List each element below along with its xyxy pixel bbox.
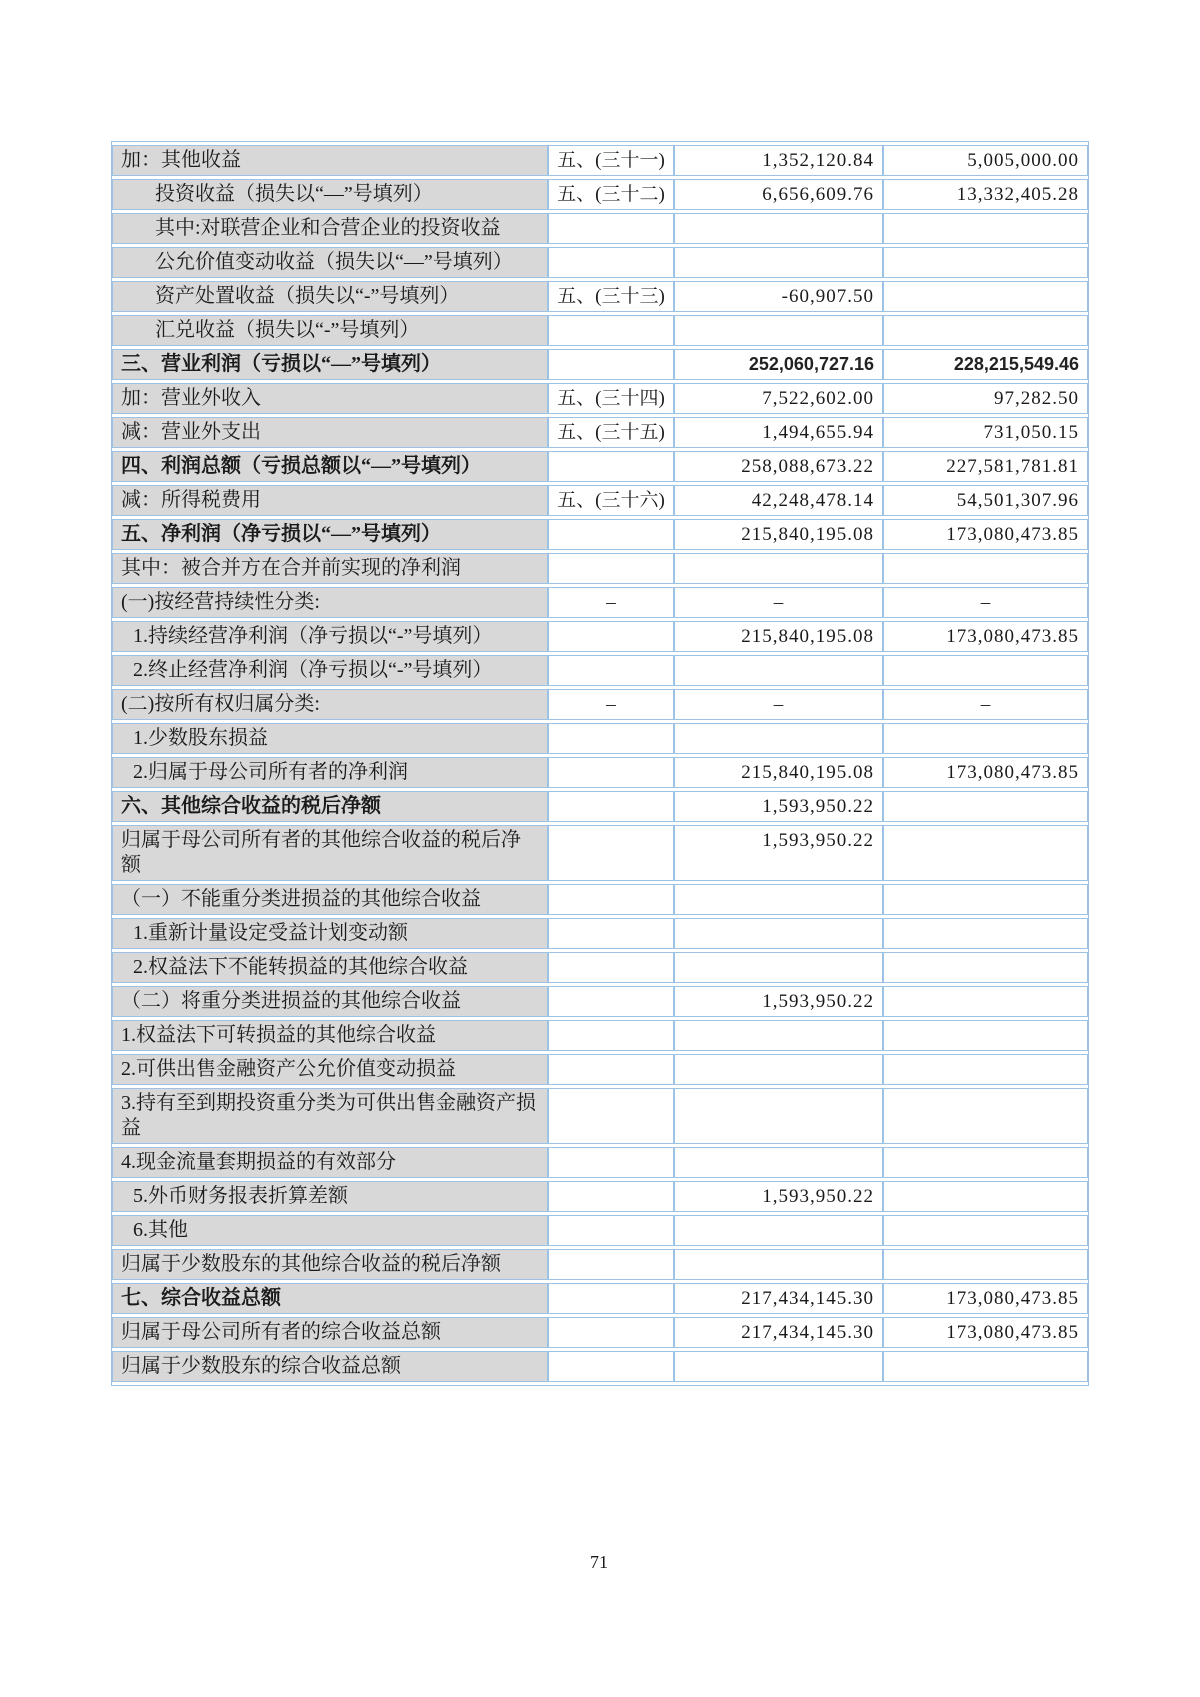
prior-value-cell: [883, 952, 1088, 983]
current-value-cell: [674, 918, 883, 949]
row-label-cell: 汇兑收益（损失以“-”号填列）: [112, 315, 548, 346]
prior-value-cell: 54,501,307.96: [883, 485, 1088, 516]
table-body: [112, 145, 1088, 1382]
table-row: [112, 952, 1088, 983]
note-cell: –: [548, 587, 674, 618]
row-label-cell: 投资收益（损失以“—”号填列）: [112, 179, 548, 210]
prior-value-cell: –: [883, 689, 1088, 720]
row-label-cell: 4.现金流量套期损益的有效部分: [112, 1147, 548, 1178]
table-row: [112, 1283, 1088, 1314]
prior-value-cell: 173,080,473.85: [883, 757, 1088, 788]
row-label-cell: 公允价值变动收益（损失以“—”号填列）: [112, 247, 548, 278]
row-label-cell: （二）将重分类进损益的其他综合收益: [112, 986, 548, 1017]
note-cell: [548, 952, 674, 983]
table-row: [112, 1147, 1088, 1178]
row-label-cell: 加：其他收益: [112, 145, 548, 176]
table-row: [112, 417, 1088, 448]
current-value-cell: [674, 884, 883, 915]
prior-value-cell: 13,332,405.28: [883, 179, 1088, 210]
note-cell: [548, 451, 674, 482]
prior-value-cell: 173,080,473.85: [883, 519, 1088, 550]
note-cell: [548, 986, 674, 1017]
prior-value-cell: 731,050.15: [883, 417, 1088, 448]
row-label-cell: 三、营业利润（亏损以“—”号填列）: [112, 349, 548, 380]
table-row: [112, 884, 1088, 915]
current-value-cell: 1,352,120.84: [674, 145, 883, 176]
income-statement-table: [111, 141, 1089, 1386]
row-label-cell: 加：营业外收入: [112, 383, 548, 414]
table-row: [112, 1249, 1088, 1280]
row-label-cell: 5.外币财务报表折算差额: [112, 1181, 548, 1212]
row-label-cell: （一）不能重分类进损益的其他综合收益: [112, 884, 548, 915]
table-row: [112, 485, 1088, 516]
table-row: [112, 689, 1088, 720]
row-label-cell: 归属于母公司所有者的综合收益总额: [112, 1317, 548, 1348]
prior-value-cell: [883, 1181, 1088, 1212]
current-value-cell: 217,434,145.30: [674, 1283, 883, 1314]
table-row: [112, 757, 1088, 788]
row-label-cell: 2.可供出售金融资产公允价值变动损益: [112, 1054, 548, 1085]
prior-value-cell: 173,080,473.85: [883, 1283, 1088, 1314]
prior-value-cell: 228,215,549.46: [883, 349, 1088, 380]
prior-value-cell: 173,080,473.85: [883, 621, 1088, 652]
table-row: [112, 145, 1088, 176]
current-value-cell: 1,593,950.22: [674, 825, 883, 881]
table-row: [112, 349, 1088, 380]
prior-value-cell: [883, 213, 1088, 244]
current-value-cell: –: [674, 587, 883, 618]
current-value-cell: [674, 1088, 883, 1144]
current-value-cell: –: [674, 689, 883, 720]
current-value-cell: 215,840,195.08: [674, 519, 883, 550]
current-value-cell: [674, 553, 883, 584]
prior-value-cell: [883, 315, 1088, 346]
note-cell: [548, 791, 674, 822]
prior-value-cell: –: [883, 587, 1088, 618]
note-cell: [548, 519, 674, 550]
row-label-cell: 四、利润总额（亏损总额以“—”号填列）: [112, 451, 548, 482]
prior-value-cell: 227,581,781.81: [883, 451, 1088, 482]
prior-value-cell: [883, 1020, 1088, 1051]
row-label-cell: 1.重新计量设定受益计划变动额: [112, 918, 548, 949]
note-cell: [548, 1215, 674, 1246]
prior-value-cell: [883, 655, 1088, 686]
table-row: [112, 281, 1088, 312]
current-value-cell: [674, 1351, 883, 1382]
table-row: [112, 1020, 1088, 1051]
table-row: [112, 213, 1088, 244]
prior-value-cell: 97,282.50: [883, 383, 1088, 414]
note-cell: [548, 247, 674, 278]
table-row: [112, 791, 1088, 822]
note-cell: [548, 1181, 674, 1212]
table-row: [112, 1054, 1088, 1085]
note-cell: [548, 1020, 674, 1051]
note-cell: [548, 1088, 674, 1144]
table-row: [112, 519, 1088, 550]
current-value-cell: [674, 1054, 883, 1085]
prior-value-cell: [883, 723, 1088, 754]
row-label-cell: 2.终止经营净利润（净亏损以“-”号填列）: [112, 655, 548, 686]
current-value-cell: 6,656,609.76: [674, 179, 883, 210]
note-cell: [548, 723, 674, 754]
table-row: [112, 587, 1088, 618]
table-row: [112, 986, 1088, 1017]
note-cell: [548, 1249, 674, 1280]
row-label-cell: 其中：被合并方在合并前实现的净利润: [112, 553, 548, 584]
current-value-cell: [674, 952, 883, 983]
note-cell: [548, 213, 674, 244]
table-row: [112, 315, 1088, 346]
table-row: [112, 825, 1088, 881]
table-row: [112, 451, 1088, 482]
current-value-cell: 7,522,602.00: [674, 383, 883, 414]
row-label-cell: 六、其他综合收益的税后净额: [112, 791, 548, 822]
table-row: [112, 723, 1088, 754]
note-cell: 五、(三十六): [548, 485, 674, 516]
current-value-cell: 217,434,145.30: [674, 1317, 883, 1348]
prior-value-cell: [883, 553, 1088, 584]
current-value-cell: [674, 315, 883, 346]
table-row: [112, 1317, 1088, 1348]
prior-value-cell: [883, 1249, 1088, 1280]
prior-value-cell: [883, 1351, 1088, 1382]
note-cell: [548, 884, 674, 915]
current-value-cell: 258,088,673.22: [674, 451, 883, 482]
row-label-cell: (一)按经营持续性分类:: [112, 587, 548, 618]
note-cell: 五、(三十四): [548, 383, 674, 414]
note-cell: 五、(三十五): [548, 417, 674, 448]
row-label-cell: 6.其他: [112, 1215, 548, 1246]
current-value-cell: -60,907.50: [674, 281, 883, 312]
note-cell: [548, 1351, 674, 1382]
prior-value-cell: 5,005,000.00: [883, 145, 1088, 176]
current-value-cell: 215,840,195.08: [674, 621, 883, 652]
current-value-cell: 42,248,478.14: [674, 485, 883, 516]
row-label-cell: 七、综合收益总额: [112, 1283, 548, 1314]
row-label-cell: 3.持有至到期投资重分类为可供出售金融资产损益: [112, 1088, 548, 1144]
note-cell: [548, 825, 674, 881]
table-row: [112, 918, 1088, 949]
table-row: [112, 1351, 1088, 1382]
prior-value-cell: [883, 1147, 1088, 1178]
prior-value-cell: [883, 791, 1088, 822]
prior-value-cell: [883, 1054, 1088, 1085]
row-label-cell: 其中:对联营企业和合营企业的投资收益: [112, 213, 548, 244]
note-cell: –: [548, 689, 674, 720]
row-label-cell: 2.归属于母公司所有者的净利润: [112, 757, 548, 788]
current-value-cell: [674, 213, 883, 244]
note-cell: [548, 315, 674, 346]
table-row: [112, 179, 1088, 210]
row-label-cell: 归属于母公司所有者的其他综合收益的税后净额: [112, 825, 548, 881]
current-value-cell: 215,840,195.08: [674, 757, 883, 788]
note-cell: 五、(三十一): [548, 145, 674, 176]
table-row: [112, 621, 1088, 652]
table-row: [112, 1215, 1088, 1246]
row-label-cell: (二)按所有权归属分类:: [112, 689, 548, 720]
current-value-cell: 252,060,727.16: [674, 349, 883, 380]
note-cell: 五、(三十三): [548, 281, 674, 312]
note-cell: 五、(三十二): [548, 179, 674, 210]
note-cell: [548, 1283, 674, 1314]
current-value-cell: [674, 1020, 883, 1051]
note-cell: [548, 655, 674, 686]
prior-value-cell: [883, 884, 1088, 915]
prior-value-cell: 173,080,473.85: [883, 1317, 1088, 1348]
row-label-cell: 2.权益法下不能转损益的其他综合收益: [112, 952, 548, 983]
row-label-cell: 1.少数股东损益: [112, 723, 548, 754]
note-cell: [548, 1147, 674, 1178]
current-value-cell: 1,593,950.22: [674, 791, 883, 822]
note-cell: [548, 918, 674, 949]
note-cell: [548, 553, 674, 584]
row-label-cell: 五、净利润（净亏损以“—”号填列）: [112, 519, 548, 550]
note-cell: [548, 1054, 674, 1085]
row-label-cell: 资产处置收益（损失以“-”号填列）: [112, 281, 548, 312]
table-row: [112, 247, 1088, 278]
table-row: [112, 383, 1088, 414]
row-label-cell: 归属于少数股东的其他综合收益的税后净额: [112, 1249, 548, 1280]
note-cell: [548, 349, 674, 380]
table-row: [112, 655, 1088, 686]
current-value-cell: 1,593,950.22: [674, 1181, 883, 1212]
page-number: 71: [590, 1552, 608, 1572]
prior-value-cell: [883, 281, 1088, 312]
row-label-cell: 归属于少数股东的综合收益总额: [112, 1351, 548, 1382]
row-label-cell: 1.权益法下可转损益的其他综合收益: [112, 1020, 548, 1051]
row-label-cell: 1.持续经营净利润（净亏损以“-”号填列）: [112, 621, 548, 652]
prior-value-cell: [883, 247, 1088, 278]
current-value-cell: 1,593,950.22: [674, 986, 883, 1017]
note-cell: [548, 621, 674, 652]
current-value-cell: 1,494,655.94: [674, 417, 883, 448]
row-label-cell: 减：所得税费用: [112, 485, 548, 516]
table-row: [112, 1088, 1088, 1144]
table-row: [112, 553, 1088, 584]
current-value-cell: [674, 1249, 883, 1280]
prior-value-cell: [883, 1088, 1088, 1144]
note-cell: [548, 1317, 674, 1348]
current-value-cell: [674, 723, 883, 754]
current-value-cell: [674, 1215, 883, 1246]
current-value-cell: [674, 1147, 883, 1178]
row-label-cell: 减：营业外支出: [112, 417, 548, 448]
prior-value-cell: [883, 918, 1088, 949]
prior-value-cell: [883, 1215, 1088, 1246]
table-row: [112, 1181, 1088, 1212]
note-cell: [548, 757, 674, 788]
prior-value-cell: [883, 825, 1088, 881]
prior-value-cell: [883, 986, 1088, 1017]
current-value-cell: [674, 247, 883, 278]
current-value-cell: [674, 655, 883, 686]
